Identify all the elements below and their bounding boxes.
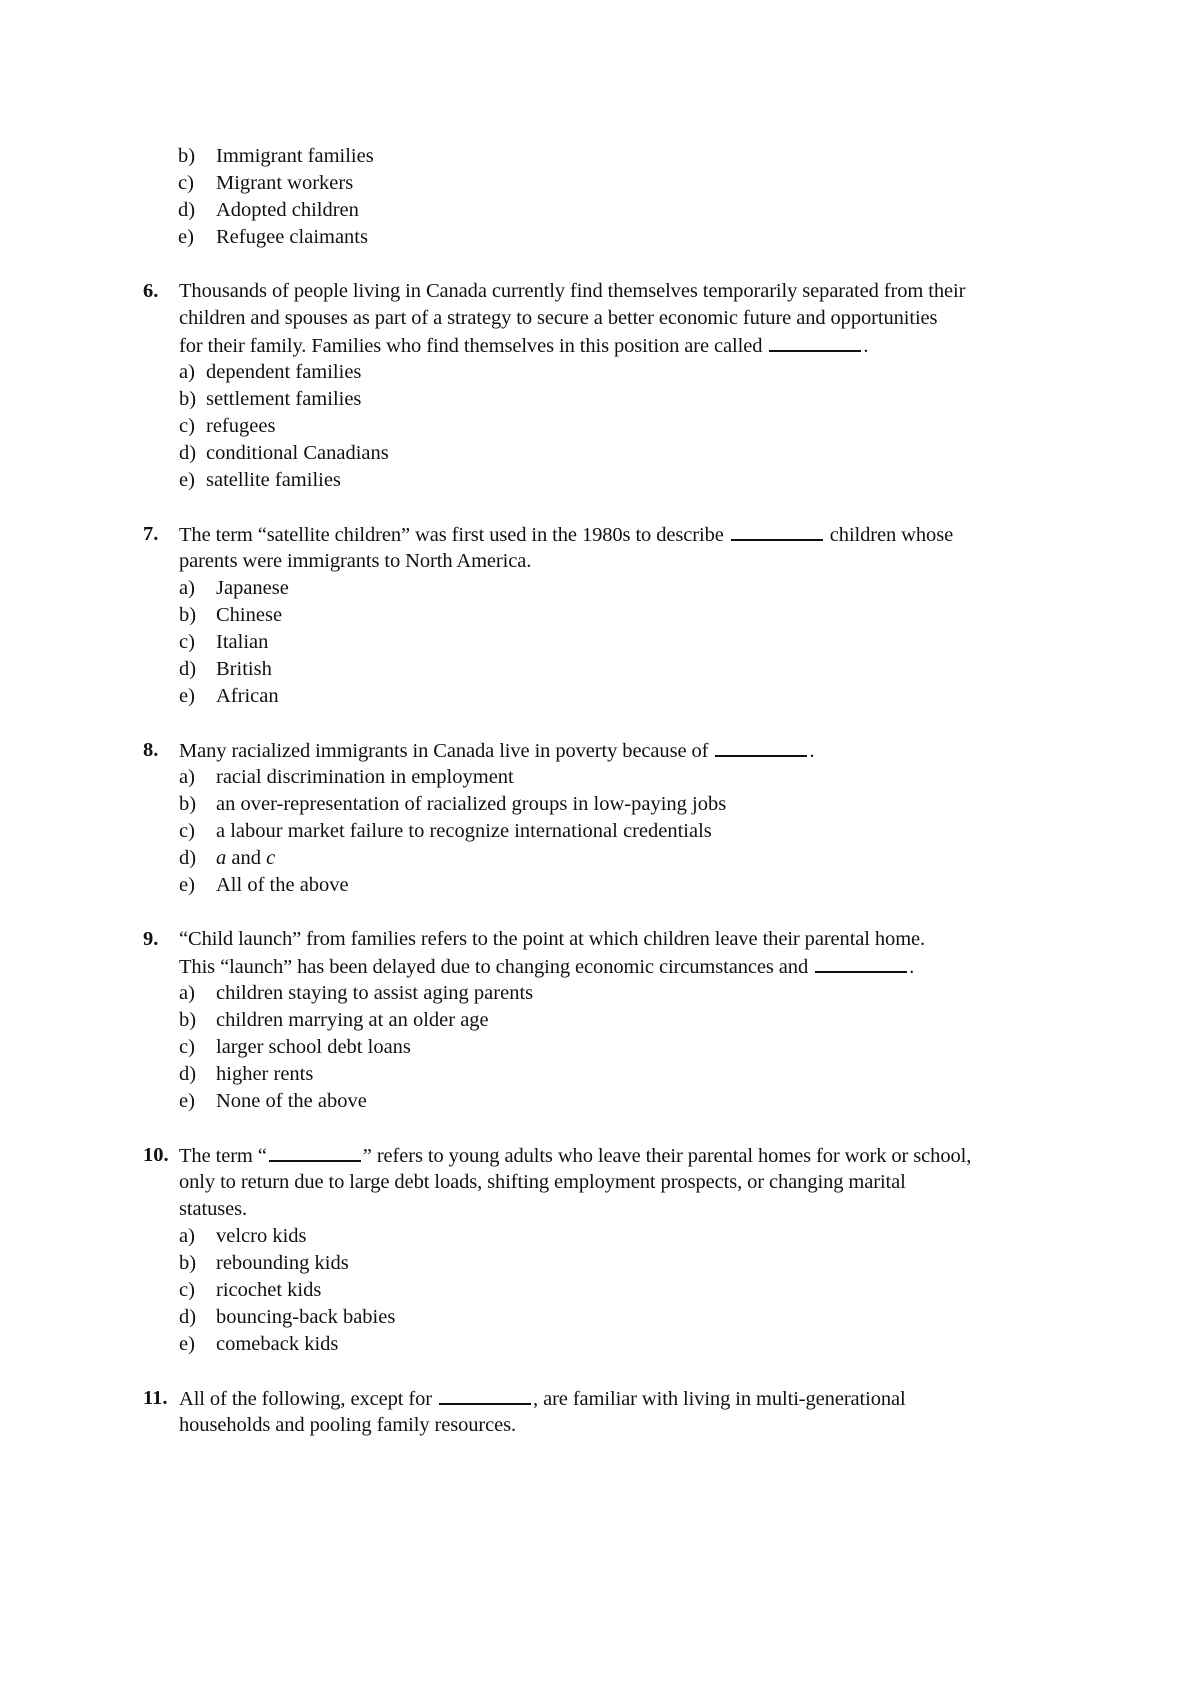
answer-blank (815, 953, 907, 973)
option-text: children staying to assist aging parents (216, 982, 534, 1004)
question-number: 11. (143, 1387, 168, 1409)
question-text: statuses. (179, 1198, 247, 1220)
question-text: parents were immigrants to North America. (179, 550, 532, 572)
option-letter: a) (179, 766, 195, 788)
option-text: ricochet kids (216, 1279, 322, 1301)
option-text: British (216, 658, 272, 680)
option-letter: d) (179, 847, 197, 869)
option-text: satellite families (206, 469, 341, 491)
option-letter: c) (179, 820, 195, 842)
question-text: children and spouses as part of a strategy to secure a better economic future and opportunities (179, 307, 938, 329)
question-number: 6. (143, 280, 159, 302)
option-text: Chinese (216, 604, 283, 626)
option-text: conditional Canadians (206, 442, 389, 464)
option-text: higher rents (216, 1063, 314, 1085)
option-letter: e) (178, 226, 194, 248)
question-text-part: , are familiar with living in multi-generational (533, 1388, 906, 1410)
option-letter: a) (179, 1225, 195, 1247)
option-text: Migrant workers (216, 172, 354, 194)
option-letter: a) (179, 982, 195, 1004)
option-letter: e) (179, 874, 195, 896)
option-text: All of the above (216, 874, 349, 896)
option-letter: c) (179, 1036, 195, 1058)
question-text (179, 737, 814, 765)
option-letter: e) (179, 685, 195, 707)
option-text: Refugee claimants (216, 226, 368, 248)
question-text-part: ” refers to young adults who leave their parental homes for work or school, (362, 1145, 972, 1167)
option-text-part: c (266, 847, 276, 869)
option-letter: e) (179, 1333, 195, 1355)
option-letter: b) (179, 1252, 197, 1274)
option-text: refugees (206, 415, 276, 437)
option-text (216, 845, 275, 872)
option-text: Japanese (216, 577, 289, 599)
question-text-part: Many racialized immigrants in Canada live in poverty because of (179, 740, 709, 762)
question-text-part: All of the following, except for (179, 1388, 432, 1410)
option-text: a labour market failure to recognize international credentials (216, 820, 712, 842)
question-text: households and pooling family resources. (179, 1414, 517, 1436)
option-letter: b) (179, 793, 197, 815)
question-text: “Child launch” from families refers to the point at which children leave their parental home. (179, 928, 926, 950)
option-letter: b) (179, 388, 197, 410)
option-letter: e) (179, 469, 195, 491)
question-text: Thousands of people living in Canada currently find themselves temporarily separated from their (179, 280, 966, 302)
option-letter: c) (179, 631, 195, 653)
question-text: only to return due to large debt loads, shifting employment prospects, or changing marital (179, 1171, 906, 1193)
question-text-part: for their family. Families who find themselves in this position are called (179, 335, 763, 357)
question-number: 9. (143, 928, 159, 950)
option-text: children marrying at an older age (216, 1009, 489, 1031)
answer-blank (769, 332, 861, 352)
option-text: rebounding kids (216, 1252, 349, 1274)
option-text: an over-representation of racialized groups in low-paying jobs (216, 793, 727, 815)
answer-blank (715, 737, 807, 757)
question-number: 10. (143, 1144, 169, 1166)
option-letter: b) (178, 145, 196, 167)
option-text: larger school debt loans (216, 1036, 411, 1058)
option-text: comeback kids (216, 1333, 339, 1355)
question-text-part: The term “ (179, 1145, 267, 1167)
option-text: African (216, 685, 279, 707)
question-text (179, 521, 953, 549)
question-text (179, 1142, 971, 1170)
option-letter: a) (179, 577, 195, 599)
question-number: 7. (143, 523, 159, 545)
punctuation: . (863, 335, 869, 357)
option-text-part: and (226, 847, 267, 869)
option-letter: d) (178, 199, 196, 221)
option-letter: b) (179, 604, 197, 626)
question-text (179, 1385, 906, 1413)
punctuation: . (909, 956, 915, 978)
option-letter: c) (179, 415, 195, 437)
option-text: bouncing-back babies (216, 1306, 396, 1328)
question-text (179, 953, 914, 981)
question-text-part: This “launch” has been delayed due to changing economic circumstances and (179, 956, 809, 978)
option-text: Italian (216, 631, 269, 653)
question-number: 8. (143, 739, 159, 761)
option-letter: d) (179, 1063, 197, 1085)
option-text: settlement families (206, 388, 362, 410)
answer-blank (439, 1385, 531, 1405)
option-letter: d) (179, 1306, 197, 1328)
option-text-part: a (216, 847, 227, 869)
question-text-part: children whose (829, 524, 954, 546)
option-text: Adopted children (216, 199, 359, 221)
option-letter: c) (179, 1279, 195, 1301)
option-text: Immigrant families (216, 145, 374, 167)
option-letter: d) (179, 442, 197, 464)
option-text: velcro kids (216, 1225, 307, 1247)
option-letter: a) (179, 361, 195, 383)
option-text: None of the above (216, 1090, 367, 1112)
option-letter: d) (179, 658, 197, 680)
option-text: dependent families (206, 361, 362, 383)
answer-blank (731, 521, 823, 541)
option-letter: e) (179, 1090, 195, 1112)
question-text-part: The term “satellite children” was first used in the 1980s to describe (179, 524, 724, 546)
option-letter: c) (178, 172, 194, 194)
option-letter: b) (179, 1009, 197, 1031)
answer-blank (269, 1142, 361, 1162)
question-text (179, 332, 868, 360)
option-text: racial discrimination in employment (216, 766, 514, 788)
punctuation: . (809, 740, 815, 762)
